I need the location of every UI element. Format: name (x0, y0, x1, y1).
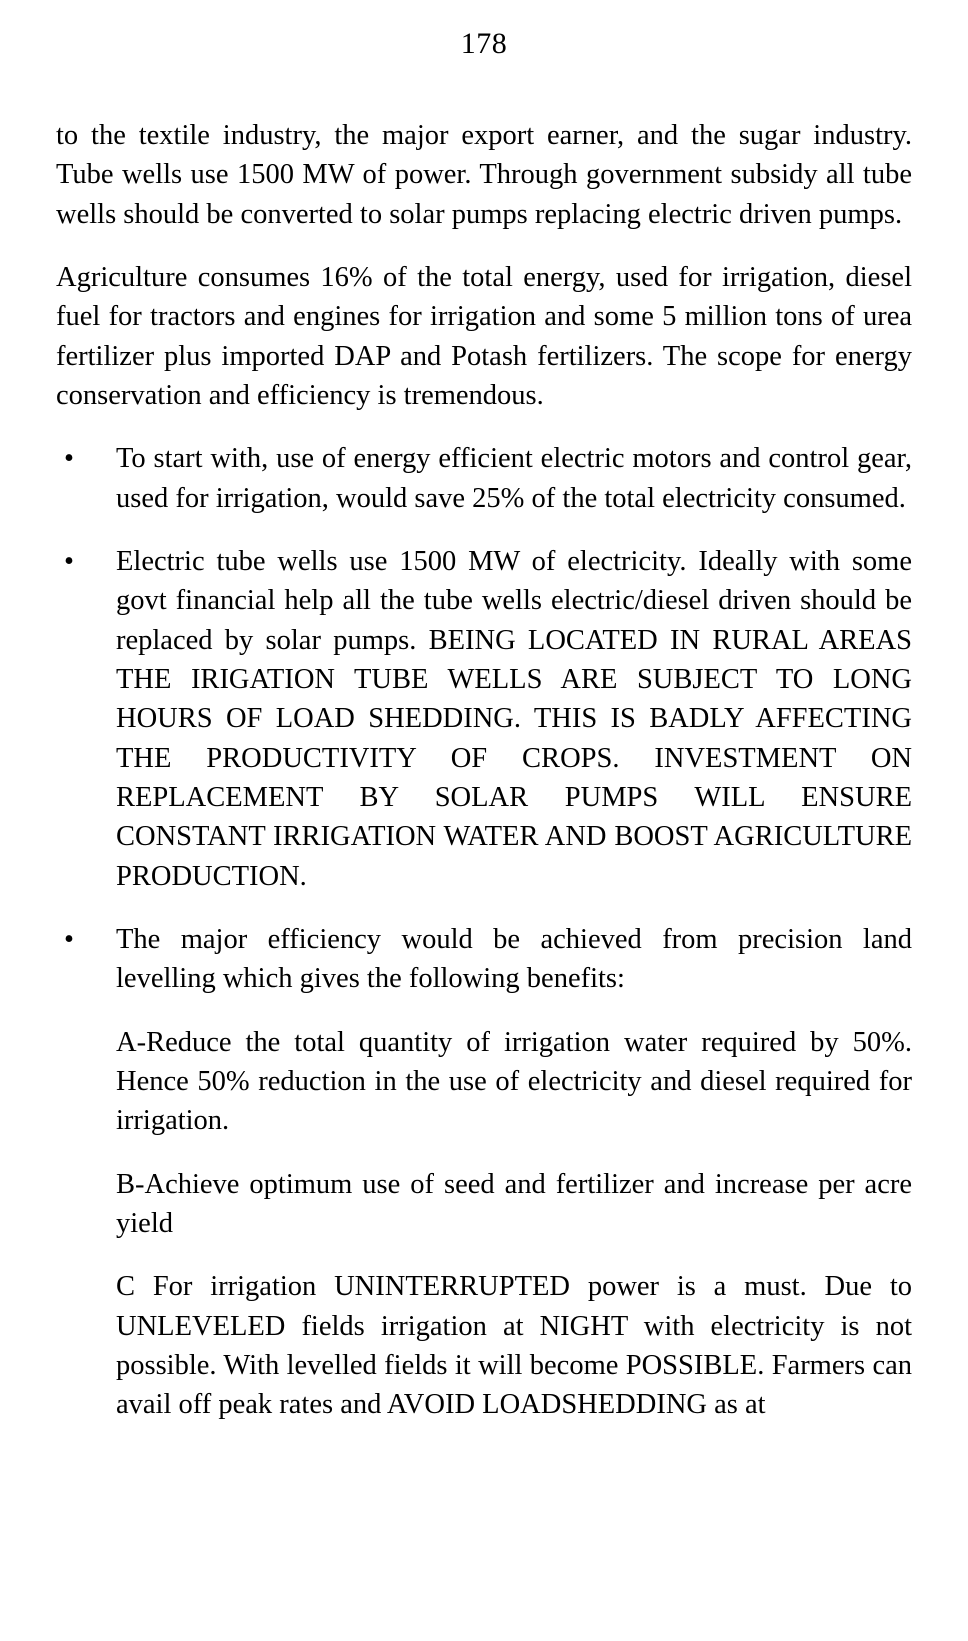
list-item (56, 920, 912, 1425)
body-paragraph-1: to the textile industry, the major export earner, and the sugar industry. Tube wells use 1500 MW of power. Through government subsidy all tube wells should be converted to solar pumps replacing electric driven pumps. (56, 120, 912, 230)
bullet-icon: • (64, 545, 74, 577)
sub-paragraph-c: C For irrigation UNINTERRUPTED power is a must. Due to UNLEVELED fields irrigation at NIGHT with electricity is not possible. With levelled fields it will become POSSIBLE. Farmers can avail off peak rates and AVOID LOADSHEDDING as at (116, 1271, 912, 1421)
page-number: 178 (460, 27, 508, 60)
list-item-text: To start with, use of energy efficient electric motors and control gear, used for irrigation, would save 25% of the total electricity consumed. (116, 443, 912, 514)
sub-paragraph-a: A-Reduce the total quantity of irrigation water required by 50%. Hence 50% reduction in the use of electricity and diesel required for irrigation. (116, 1026, 912, 1137)
body-paragraph-2: Agriculture consumes 16% of the total energy, used for irrigation, diesel fuel for tractors and engines for irrigation and some 5 million tons of urea fertilizer plus imported DAP and Potash fertilizers. The scope for energy conservation and efficiency is tremendous. (56, 261, 912, 411)
bullet-icon: • (64, 443, 74, 475)
bullet-icon: • (64, 923, 74, 955)
list-item (56, 439, 912, 518)
list-item-text: The major efficiency would be achieved from precision land levelling which gives the following benefits: (116, 923, 912, 995)
bullet-list (56, 439, 912, 1424)
list-item-text: Electric tube wells use 1500 MW of electricity. Ideally with some govt financial help all the tube wells electric/diesel driven should be replaced by solar pumps. BEING LOCATED IN RURAL AREAS THE IRIGATION TUBE WELLS ARE SUBJECT TO LONG HOURS OF LOAD SHEDDING. THIS IS BADLY AFFECTING THE PRODUCTIVITY OF CROPS. INVESTMENT ON REPLACEMENT BY SOLAR PUMPS WILL ENSURE CONSTANT IRRIGATION WATER AND BOOST AGRICULTURE PRODUCTION. (116, 545, 912, 892)
sub-paragraph-b: B-Achieve optimum use of seed and fertilizer and increase per acre yield (116, 1168, 912, 1239)
list-item (56, 542, 912, 896)
